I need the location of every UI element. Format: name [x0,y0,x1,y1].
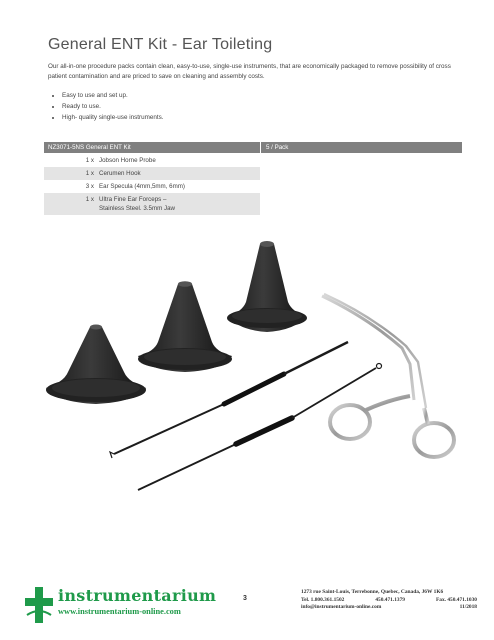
page-title: General ENT Kit - Ear Toileting [48,36,273,53]
phone-tollfree: Tel. 1.800.361.1502 [301,596,345,603]
intro-paragraph: Our all-in-one procedure packs contain clean, easy-to-use, single-use instruments, that are economically packaged to remove possibility of cross patient contamination and are priced to save on cleaning and assembly costs. [48,63,451,80]
kit-table-header [44,142,462,153]
feature-item: • High- quality single-use instruments. [62,112,164,123]
fax: Fax. 450.471.1030 [435,596,477,603]
pack-size: 5 / Pack [266,144,289,151]
row-item: Jobson Horne Probe [99,157,156,164]
contact-block [301,589,477,612]
row-item [99,193,260,215]
ear-forceps-icon [322,294,454,457]
table-row [44,154,260,167]
medical-cross-logo-icon [22,585,56,625]
table-row [44,180,260,193]
table-row [44,167,260,180]
kit-sku: NZ3071-5NS General ENT Kit [48,144,131,151]
phone-local: 450.471.1379 [375,596,405,603]
doc-date: 11/2018 [459,604,477,610]
page-number: 3 [243,595,247,602]
header-divider [260,142,261,153]
brand-name: instrumentarium [58,586,217,605]
row-qty: 1 x [85,170,94,177]
ear-speculum-icon [138,281,232,372]
row-item: Cerumen Hook [99,170,141,177]
feature-item: • Ready to use. [62,101,164,112]
phone-line [301,597,477,605]
address-line [301,589,477,597]
email-line [301,604,477,612]
kit-contents-table [44,154,260,215]
row-item-line2: Stainless Steel. 3.5mm Jaw [99,205,175,212]
brand-url[interactable]: www.instrumentarium-online.com [58,607,181,616]
kit-instruments-photo [28,232,468,502]
ear-speculum-icon [46,325,146,405]
row-qty: 1 x [85,157,94,164]
email[interactable]: info@instrumentarium-online.com [301,604,382,610]
address: 1273 rue Saint-Louis, Terrebonne, Quebec, Canada, J6W 1K6 [301,589,444,595]
feature-item: • Easy to use and set up. [62,90,164,101]
row-qty: 3 x [85,183,94,190]
row-item-line1: Ultra Fine Ear Forceps – [99,196,167,203]
feature-list [48,90,164,123]
row-qty: 1 x [85,196,94,203]
footer [0,585,494,640]
row-item: Ear Specula (4mm,5mm, 6mm) [99,183,185,190]
ear-speculum-icon [227,241,307,332]
table-row [44,193,260,215]
